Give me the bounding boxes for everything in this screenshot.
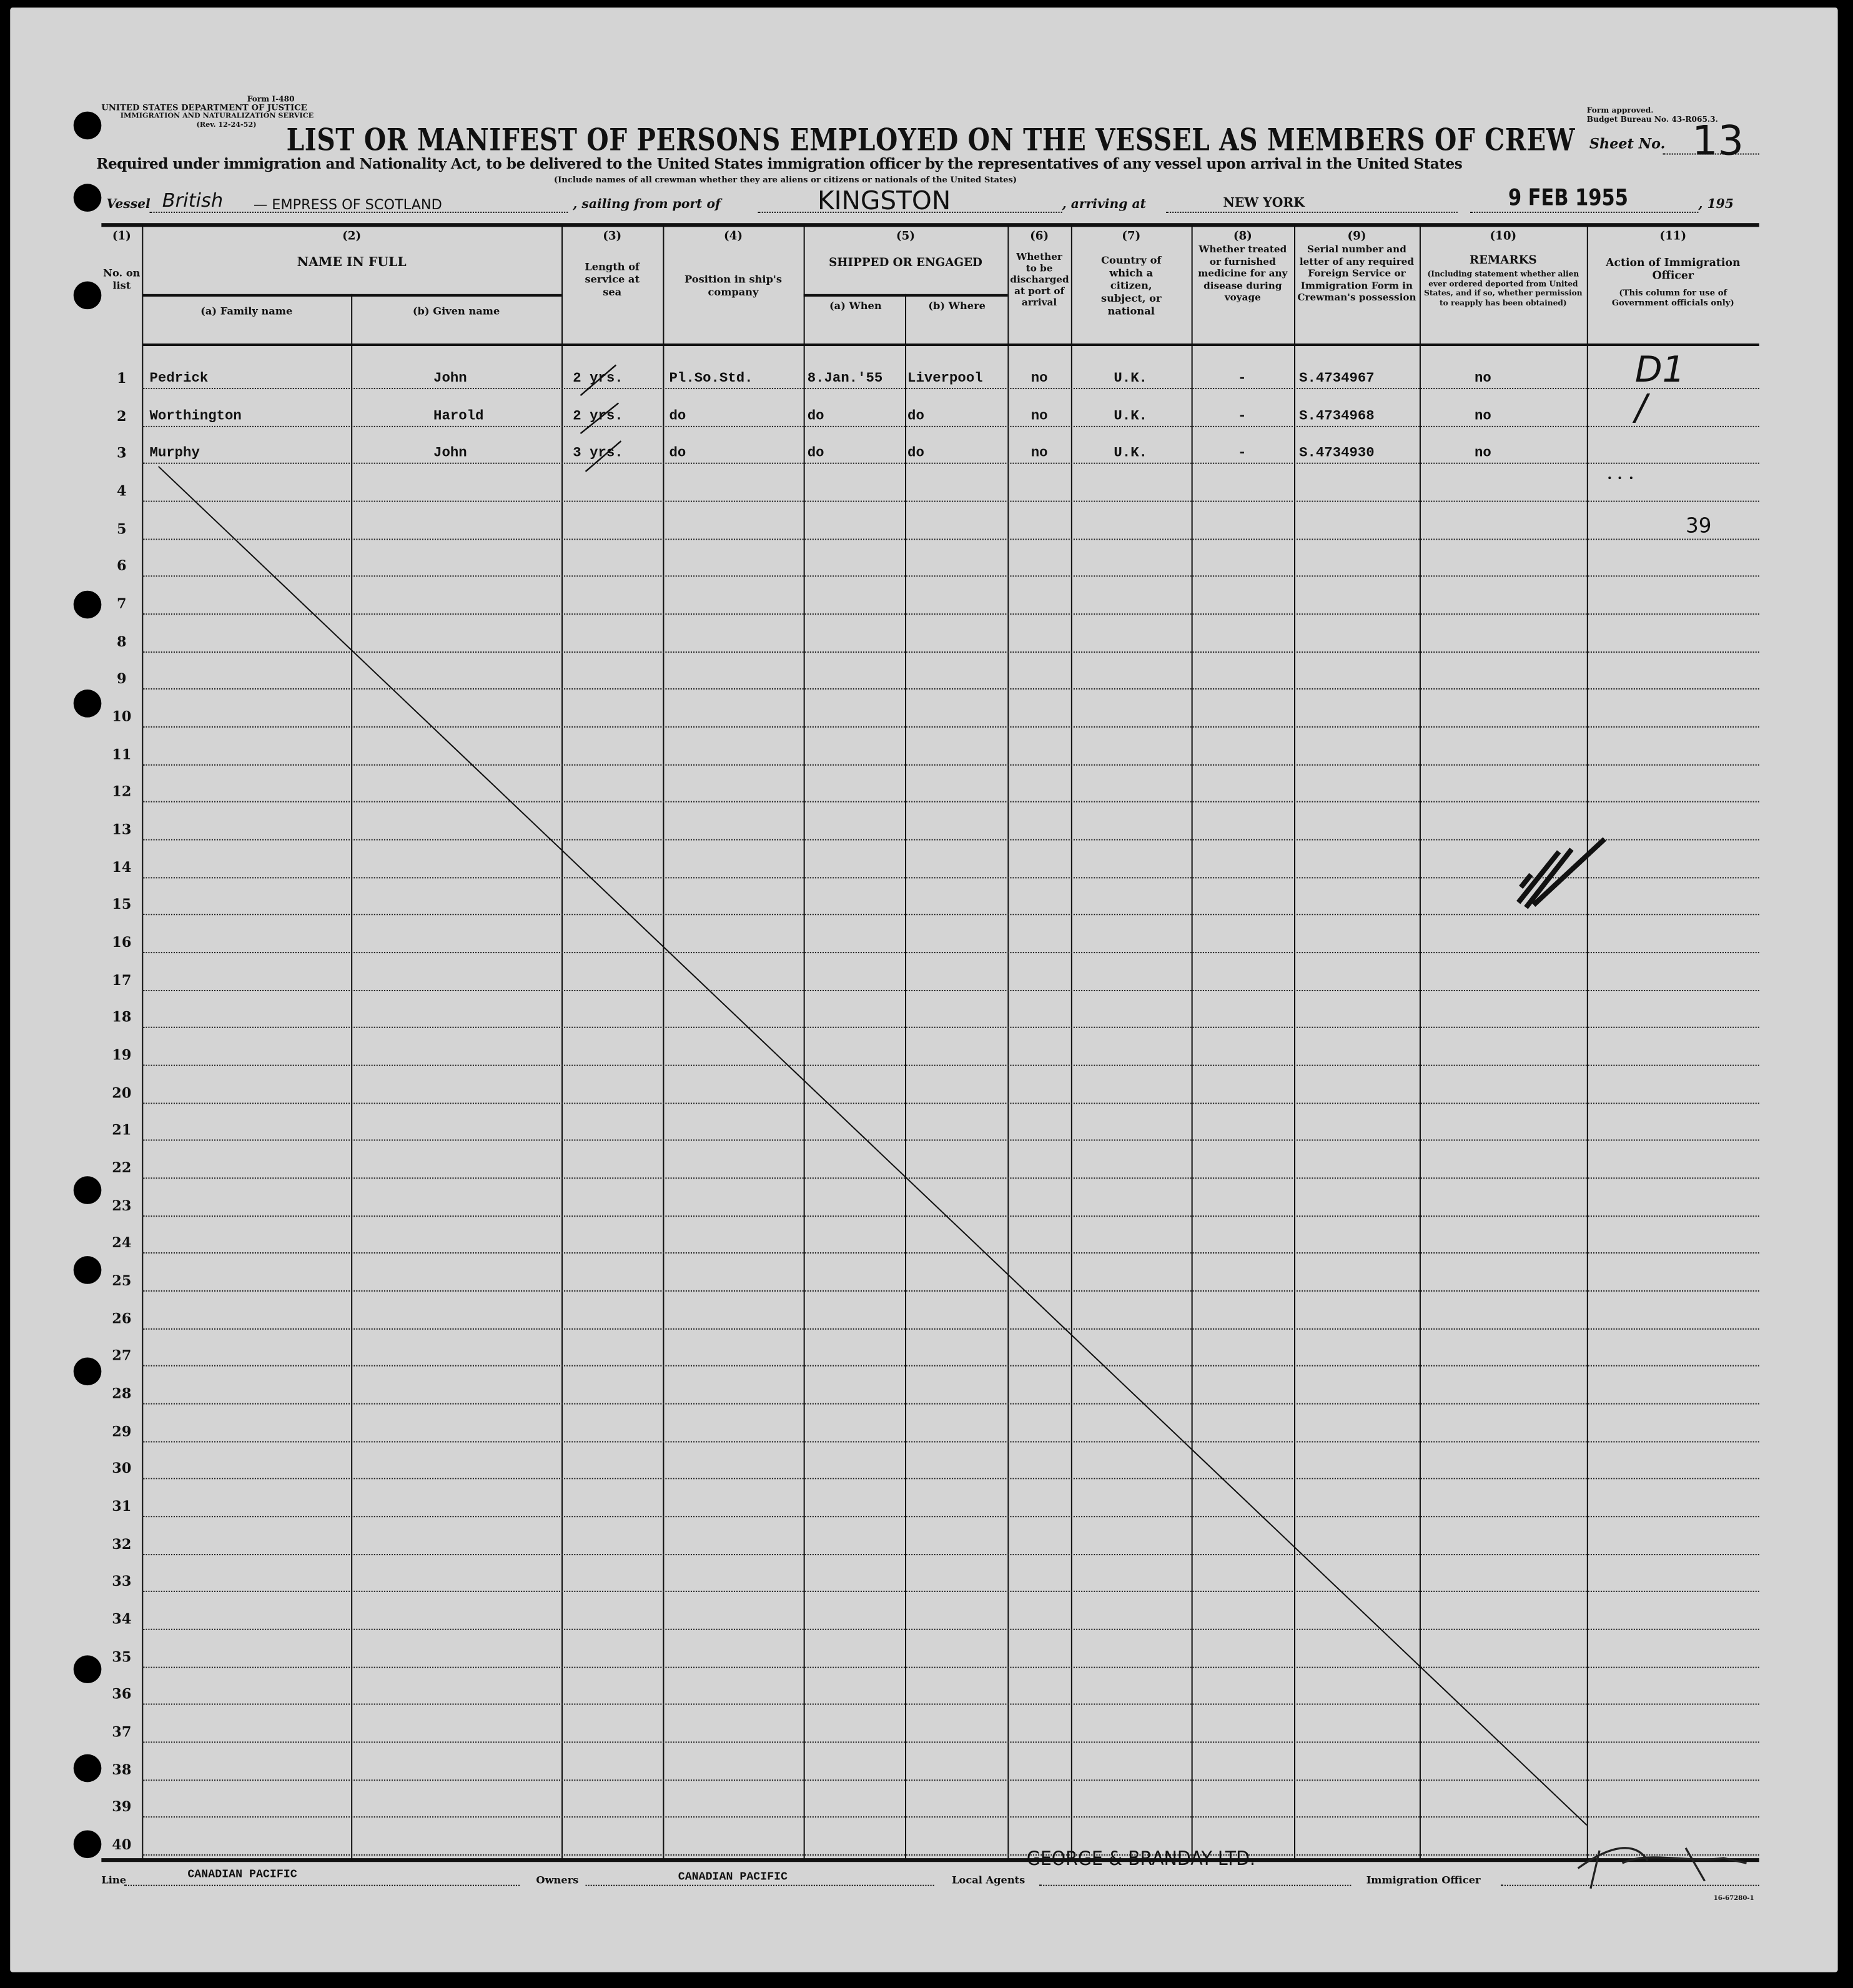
col-1-number: (1) (112, 230, 131, 244)
row-number: 18 (112, 1009, 132, 1026)
row-number: 40 (112, 1836, 132, 1854)
col-5-number: (5) (896, 230, 916, 244)
sheet-label: Sheet No. (1589, 136, 1666, 152)
row-number: 12 (112, 783, 132, 801)
row-number: 34 (112, 1611, 132, 1628)
arriving-label: , arriving at (1062, 197, 1147, 212)
col-where-header: (b) Where (928, 299, 986, 312)
officer-label: Immigration Officer (1366, 1873, 1481, 1886)
cell-serial: S.4734967 (1299, 371, 1375, 387)
col-2-number: (2) (342, 230, 362, 244)
revision: (Rev. 12-24-52) (196, 121, 257, 129)
cell-country: U.K. (1114, 371, 1148, 387)
cell-medicine: - (1238, 447, 1247, 462)
vessel-name: — EMPRESS OF SCOTLAND (253, 196, 442, 213)
sheet-number: 13 (1692, 116, 1744, 165)
line-label: Line (101, 1873, 127, 1886)
cell-when: do (807, 408, 824, 425)
cell-given: John (433, 447, 467, 462)
col-medicine-header: Whether treated or furnished medicine for any disease during voyage (1198, 243, 1288, 304)
vessel-flag: British (162, 189, 224, 212)
row-number: 26 (112, 1310, 132, 1327)
cell-position: do (669, 447, 686, 462)
check-scribble-icon (1518, 839, 1604, 907)
col-no-header: No. on list (103, 266, 141, 292)
cell-action: 39 (1686, 513, 1712, 537)
cell-given: John (433, 371, 467, 387)
row-number: 36 (112, 1686, 132, 1703)
line-value: CANADIAN PACIFIC (187, 1868, 297, 1881)
cell-country: U.K. (1114, 408, 1148, 425)
cell-family: Worthington (149, 408, 242, 425)
row-number: 29 (112, 1423, 132, 1440)
subtitle: Required under immigration and Nationality Act, to be delivered to the United States immigration officer by the representatives of any vessel upon arrival in the United States (96, 154, 1463, 172)
service: IMMIGRATION AND NATURALIZATION SERVICE (120, 112, 314, 121)
agents-label: Local Agents (952, 1873, 1025, 1886)
cell-length: 3 yrs. (573, 447, 623, 462)
row-number: 21 (112, 1122, 132, 1139)
cell-where: do (907, 447, 924, 462)
include-note: (Include names of all crewman whether they are aliens or citizens or nationals of the United States) (553, 175, 1017, 185)
year-label: , 195 (1698, 197, 1734, 212)
row-number: 17 (112, 971, 132, 989)
row-number: 2 (117, 407, 127, 425)
row-number: 27 (112, 1348, 132, 1365)
print-code: 16-67280-1 (1713, 1894, 1754, 1903)
cell-length: 2 yrs. (573, 408, 623, 425)
row-number: 8 (117, 633, 127, 650)
col-discharged-header: Whether to be discharged at port of arrival (1010, 250, 1069, 309)
owners-underline (586, 1885, 934, 1886)
form-approved: Form approved. (1586, 106, 1654, 116)
col-remarks-note: (Including statement whether alien ever ordered deported from United States, and if so, whether permission to reapply has been obtained) (1424, 270, 1583, 308)
officer-underline (1501, 1885, 1759, 1886)
row-number: 33 (112, 1573, 132, 1590)
row-number: 4 (117, 483, 127, 500)
row-number: 7 (117, 595, 127, 613)
col-given-name-header: (b) Given name (412, 304, 500, 317)
page-title: LIST OR MANIFEST OF PERSONS EMPLOYED ON THE VESSEL AS MEMBERS OF CREW (286, 121, 1576, 158)
budget-bureau: Budget Bureau No. 43-R065.3. (1586, 115, 1718, 124)
row-number: 14 (112, 859, 132, 876)
row-number: 30 (112, 1460, 132, 1478)
col-action-header: Action of Immigration Officer (1606, 257, 1741, 283)
col-4-number: (4) (724, 230, 743, 244)
arrival-date: 9 FEB 1955 (1508, 184, 1628, 212)
row-number: 13 (112, 821, 132, 838)
row-number: 15 (112, 896, 132, 913)
cell-discharged: no (1030, 371, 1048, 387)
agents-underline (1039, 1885, 1351, 1886)
cell-remarks: no (1474, 447, 1491, 462)
cell-when: 8.Jan.'55 (807, 371, 883, 387)
row-number: 39 (112, 1799, 132, 1816)
row-number: 25 (112, 1272, 132, 1290)
col-9-number: (9) (1347, 230, 1366, 244)
cell-serial: S.4734930 (1299, 447, 1375, 462)
col-serial-header: Serial number and letter of any required Foreign Service or Immigration Form in Crewman's possession (1297, 243, 1416, 304)
vessel-label: Vessel (106, 197, 151, 212)
agents-value: GEORGE & BRANDAY LTD. (1026, 1848, 1256, 1871)
row-number: 31 (112, 1498, 132, 1515)
cell-remarks: no (1474, 408, 1491, 425)
row-number: 22 (112, 1160, 132, 1177)
cell-position: do (669, 408, 686, 425)
col-action-note: (This column for use of Government officials only) (1611, 287, 1734, 308)
col-country-header: Country of which a citizen, subject, or national (1100, 253, 1162, 317)
cell-discharged: no (1030, 447, 1048, 462)
form-number: Form I-480 (247, 95, 295, 104)
cell-action: / (1634, 386, 1648, 428)
row-number: 32 (112, 1536, 132, 1553)
departure-port: KINGSTON (817, 185, 951, 215)
col-name-header: NAME IN FULL (297, 255, 407, 270)
owners-label: Owners (536, 1873, 579, 1886)
cell-serial: S.4734968 (1299, 408, 1375, 425)
row-number: 37 (112, 1724, 132, 1741)
col-7-number: (7) (1122, 230, 1141, 244)
officer-signature (1578, 1848, 1747, 1889)
col-shipped-header: SHIPPED OR ENGAGED (829, 257, 982, 270)
row-number: 1 (117, 370, 127, 387)
row-number: 6 (117, 558, 127, 575)
cell-discharged: no (1030, 408, 1048, 425)
row-number: 11 (112, 746, 132, 763)
row-number: 24 (112, 1235, 132, 1252)
row-number: 20 (112, 1084, 132, 1101)
cell-given: Harold (433, 408, 484, 425)
col-11-number: (11) (1659, 230, 1687, 244)
sailing-label: , sailing from port of (573, 197, 721, 212)
row-number: 19 (112, 1047, 132, 1064)
cell-position: Pl.So.Std. (669, 371, 753, 387)
row-number: 23 (112, 1197, 132, 1214)
col-when-header: (a) When (829, 299, 882, 312)
col-remarks-header: REMARKS (1469, 254, 1537, 268)
line-underline (124, 1885, 520, 1886)
owners-value: CANADIAN PACIFIC (678, 1871, 788, 1884)
col-8-number: (8) (1233, 230, 1252, 244)
cell-country: U.K. (1114, 447, 1148, 462)
col-3-number: (3) (603, 230, 622, 244)
row-number: 10 (112, 708, 132, 725)
row-number: 9 (117, 671, 127, 688)
col-family-name-header: (a) Family name (200, 304, 293, 317)
cell-medicine: - (1238, 371, 1247, 387)
col-position-header: Position in ship's company (684, 272, 783, 298)
cell-action: D1 (1634, 349, 1685, 391)
col-6-number: (6) (1030, 230, 1049, 244)
cell-family: Pedrick (149, 371, 209, 387)
row-number: 16 (112, 934, 132, 951)
arrival-port: NEW YORK (1223, 196, 1305, 210)
cell-where: do (907, 408, 924, 425)
department: UNITED STATES DEPARTMENT OF JUSTICE (101, 102, 307, 113)
row-number: 5 (117, 520, 127, 537)
cell-family: Murphy (149, 447, 200, 462)
col-10-number: (10) (1490, 230, 1517, 244)
row-number: 3 (117, 445, 127, 462)
cell-remarks: no (1474, 371, 1491, 387)
row-number: 28 (112, 1385, 132, 1402)
row-number: 35 (112, 1648, 132, 1666)
cell-medicine: - (1238, 408, 1247, 425)
cell-length: 2 yrs. (573, 371, 623, 387)
row-number: 38 (112, 1761, 132, 1778)
cell-where: Liverpool (907, 371, 983, 387)
col-length-header: Length of service at sea (585, 260, 640, 298)
cell-when: do (807, 447, 824, 462)
